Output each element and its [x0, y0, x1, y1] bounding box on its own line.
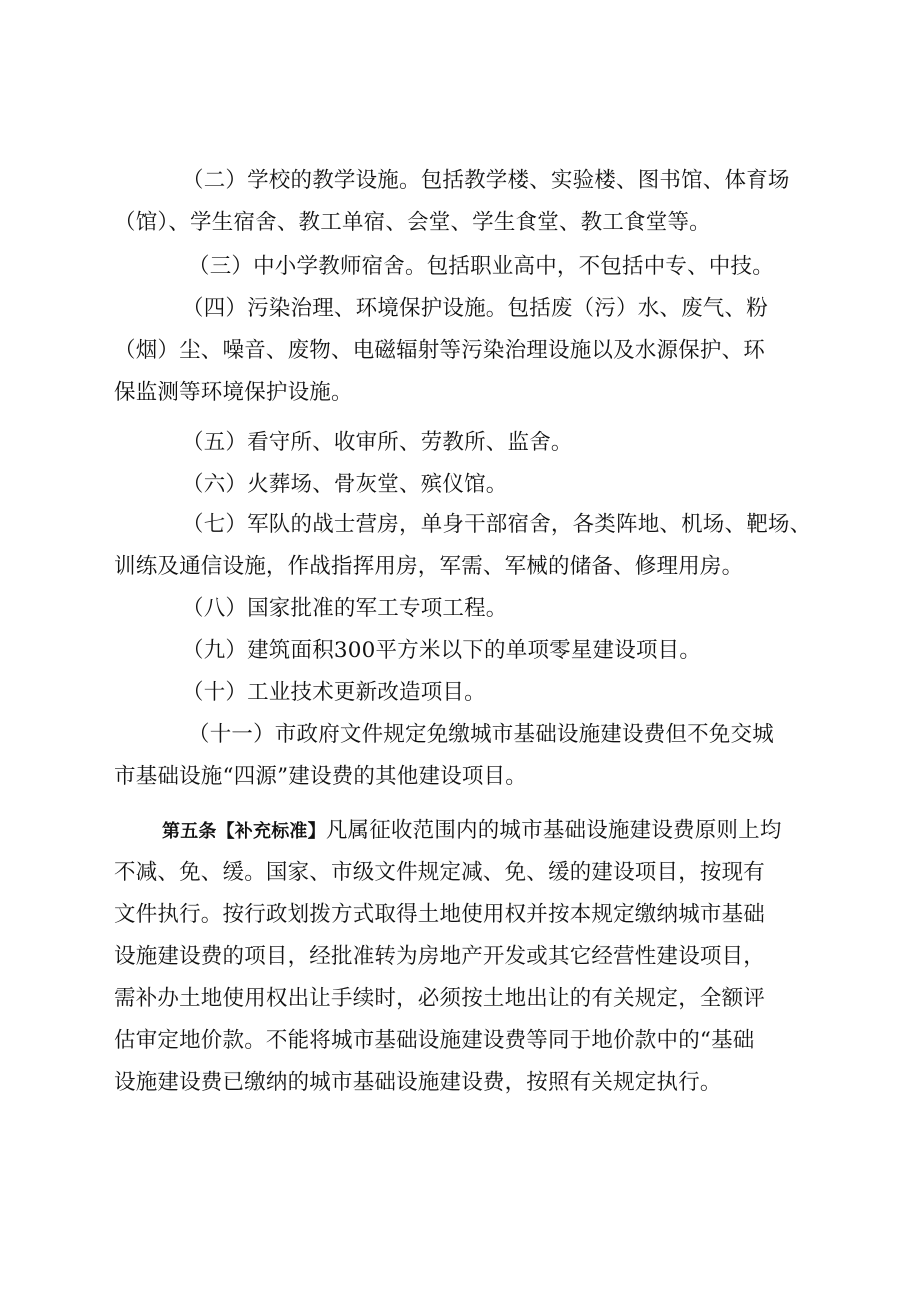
text-line: （四）污染治理、环境保护设施。包括废（污）水、废气、粉 — [182, 296, 768, 321]
text-line: （二）学校的教学设施。包括教学楼、实验楼、图书馆、体育场 — [182, 168, 790, 193]
text-line: （十一）市政府文件规定免缴城市基础设施建设费但不免交城 — [188, 722, 774, 747]
text-line: 设施建设费已缴纳的城市基础设施建设费，按照有关规定执行。 — [114, 1070, 722, 1095]
article-text: 凡属征收范围内的城市基础设施建设费原则上均 — [325, 818, 782, 843]
text-line: （七）军队的战士营房，单身干部宿舍，各类阵地、机场、靶场、 — [182, 512, 812, 537]
text-line: 训练及通信设施，作战指挥用房，军需、军械的储备、修理用房。 — [114, 554, 744, 579]
text-line: 文件执行。按行政划拨方式取得土地使用权并按本规定缴纳城市基础 — [114, 902, 766, 927]
text-line: （三）中小学教师宿舍。包括职业高中，不包括中专、中技。 — [188, 254, 774, 279]
text-line — [162, 818, 782, 845]
text-line: （烟）尘、噪音、废物、电磁辐射等污染治理设施以及水源保护、环 — [114, 338, 766, 363]
text-line: 估审定地价款。不能将城市基础设施建设费等同于地价款中的“基础 — [114, 1028, 755, 1053]
text-line: （十）工业技术更新改造项目。 — [182, 680, 486, 705]
text-line: （五）看守所、收审所、劳教所、监舍。 — [182, 430, 573, 455]
text-line: （八）国家批准的军工专项工程。 — [182, 596, 508, 621]
text-line: （馆）、学生宿舍、教工单宿、会堂、学生食堂、教工食堂等。 — [114, 210, 711, 235]
text-line: 需补办土地使用权出让手续时，必须按土地出让的有关规定，全额评 — [114, 986, 766, 1011]
text-line: 不减、免、缓。国家、市级文件规定减、免、缓的建设项目，按现有 — [114, 860, 766, 885]
article-label: 第五条【补充标准】 — [162, 821, 326, 842]
text-line: 设施建设费的项目，经批准转为房地产开发或其它经营性建设项目， — [114, 944, 766, 969]
text-line: 保监测等环境保护设施。 — [114, 380, 353, 405]
text-line: （九）建筑面积300平方米以下的单项零星建设项目。 — [182, 638, 702, 663]
text-line: （六）火葬场、骨灰堂、殡仪馆。 — [182, 472, 508, 497]
text-line: 市基础设施“四源”建设费的其他建设项目。 — [114, 764, 527, 789]
